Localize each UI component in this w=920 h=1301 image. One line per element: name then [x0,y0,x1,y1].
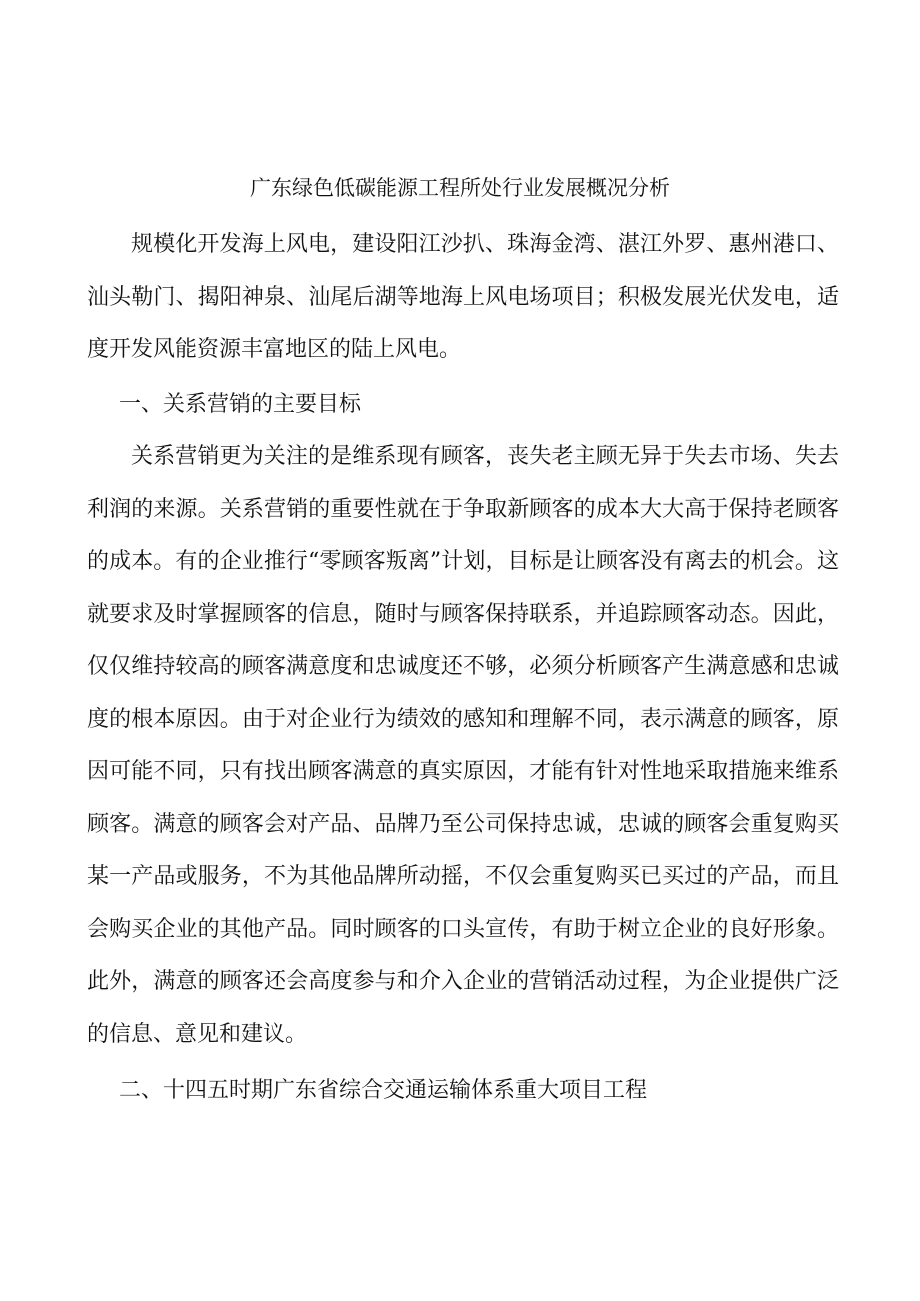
section-2-heading: 二、十四五时期广东省综合交通运输体系重大项目工程 [119,1078,648,1103]
intro-paragraph: 规模化开发海上风电，建设阳江沙扒、珠海金湾、湛江外罗、惠州港口、汕头勒门、揭阳神泉、汕尾后湖等地海上风电场项目；积极发展光伏发电，适度开发风能资源丰富地区的陆上风电。 [87,232,839,362]
section-1-heading: 一、关系营销的主要目标 [119,392,362,417]
document-title: 广东绿色低碳能源工程所处行业发展概况分析 [250,176,670,200]
section-1-paragraph: 关系营销更为关注的是维系现有顾客，丧失老主顾无异于失去市场、失去利润的来源。关系营销的重要性就在于争取新顾客的成本大大高于保持老顾客的成本。有的企业推行“零顾客叛离”计划，目标是让顾客没有离去的机会。这就要求及时掌握顾客的信息，随时与顾客保持联系，并追踪顾客动态。因此，仅仅维持较高的顾客满意度和忠诚度还不够，必须分析顾客产生满意感和忠诚度的根本原因。由于对企业行为绩效的感知和理解不同，表示满意的顾客，原因可能不同，只有找出顾客满意的真实原因，才能有针对性地采取措施来维系顾客。满意的顾客会对产品、品牌乃至公司保持忠诚，忠诚的顾客会重复购买某一产品或服务，不为其他品牌所动摇，不仅会重复购买已买过的产品，而且会购买企业的其他产品。同时顾客的口头宣传，有助于树立企业的良好形象。此外，满意的顾客还会高度参与和介入企业的营销活动过程，为企业提供广泛的信息、意见和建议。 [87,444,839,1047]
